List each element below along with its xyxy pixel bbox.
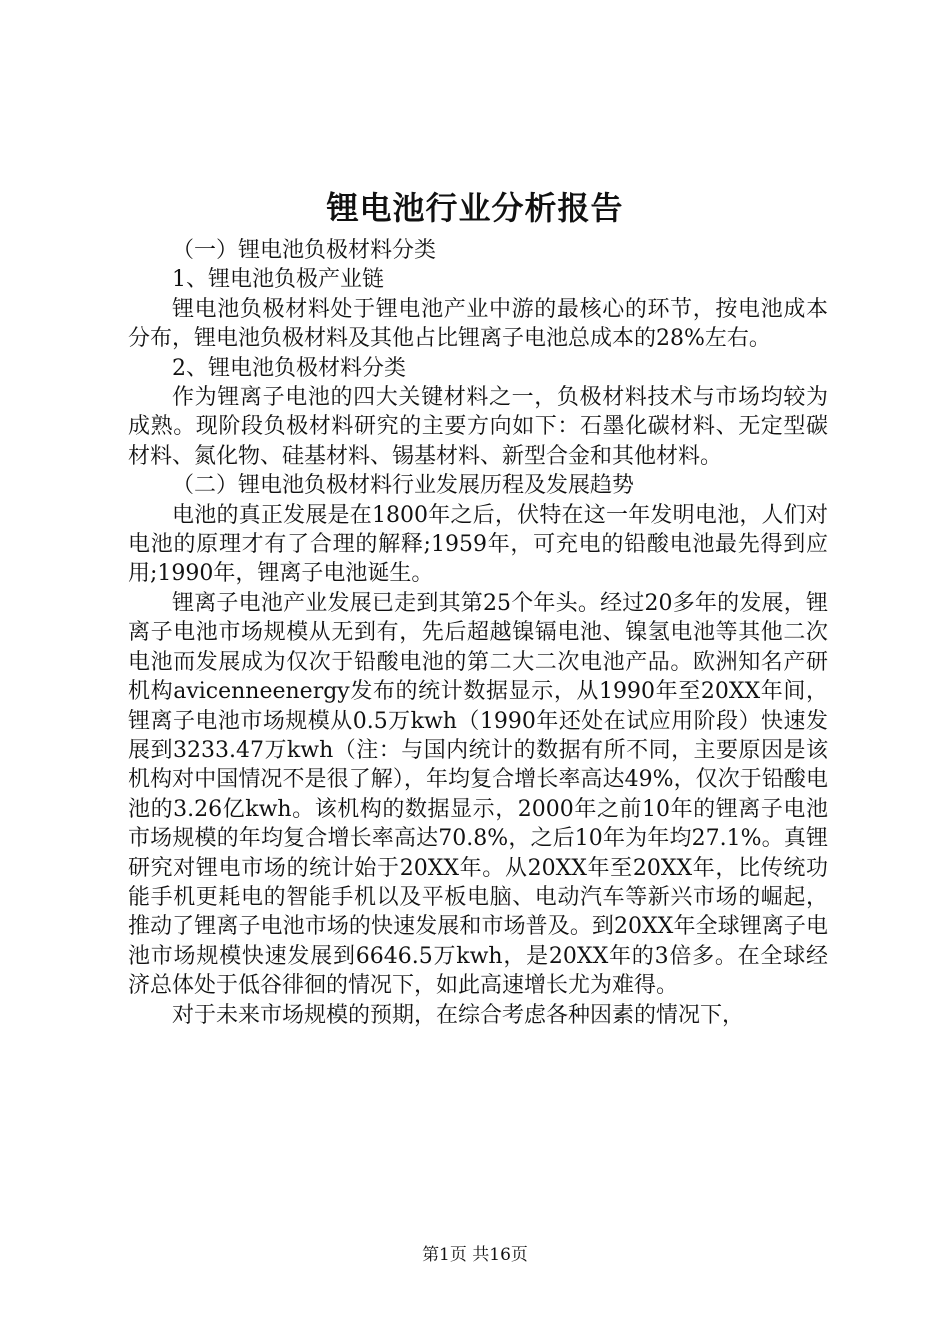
document-title: 锂电池行业分析报告 xyxy=(326,189,624,227)
paragraph: 对于未来市场规模的预期，在综合考虑各种因素的情况下， xyxy=(172,1002,745,1028)
page-number-footer: 第1页 共16页 xyxy=(422,1245,528,1265)
subsection-heading: 2、锂电池负极材料分类 xyxy=(172,355,406,381)
paragraph: 电池的真正发展是在1800年之后，伏特在这一年发明电池，人们对电池的原理才有了合理的解释;1959年，可充电的铅酸电池最先得到应用;1990年，锂离子电池诞生。 xyxy=(128,502,828,587)
document-body xyxy=(128,236,828,1030)
section-heading: （一）锂电池负极材料分类 xyxy=(172,238,437,263)
paragraph: 作为锂离子电池的四大关键材料之一，负极材料技术与市场均较为成熟。现阶段负极材料研究的主要方向如下：石墨化碳材料、无定型碳材料、氮化物、硅基材料、锡基材料、新型合金和其他材料。 xyxy=(128,385,828,469)
paragraph: 锂离子电池产业发展已走到其第25个年头。经过20多年的发展，锂离子电池市场规模从无到有，先后超越镍镉电池、镍氢电池等其他二次电池而发展成为仅次于铅酸电池的第二大二次电池产品。欧洲知名产研机构avicenneenergy发布的统计数据显示，从1990年至20XX年间，锂离子电池市场规模从0.5万kwh（1990年还处在试应用阶段）快速发展到3233.47万kwh（注：与国内统计的数据有所不同，主要原因是该机构对中国情况不是很了解），年均复合增长率高达49%，仅次于铅酸电池的3.26亿kwh。该机构的数据显示，2000年之前10年的锂离子电池市场规模的年均复合增长率高达70.8%，之后10年为年均27.1%。真锂研究对锂电市场的统计始于20XX年。从20XX年至20XX年，比传统功能手机更耗电的智能手机以及平板电脑、电动汽车等新兴市场的崛起，推动了锂离子电池市场的快速发展和市场普及。到20XX年全球锂离子电池市场规模快速发展到6646.5万kwh，是20XX年的3倍多。在全球经济总体处于低谷徘徊的情况下，如此高速增长尤为难得。 xyxy=(128,590,828,999)
paragraph: 锂电池负极材料处于锂电池产业中游的最核心的环节，按电池成本分布，锂电池负极材料及其他占比锂离子电池总成本的28%左右。 xyxy=(128,296,828,352)
subsection-heading: 1、锂电池负极产业链 xyxy=(172,267,384,293)
section-heading: （二）锂电池负极材料行业发展历程及发展趋势 xyxy=(172,473,635,499)
